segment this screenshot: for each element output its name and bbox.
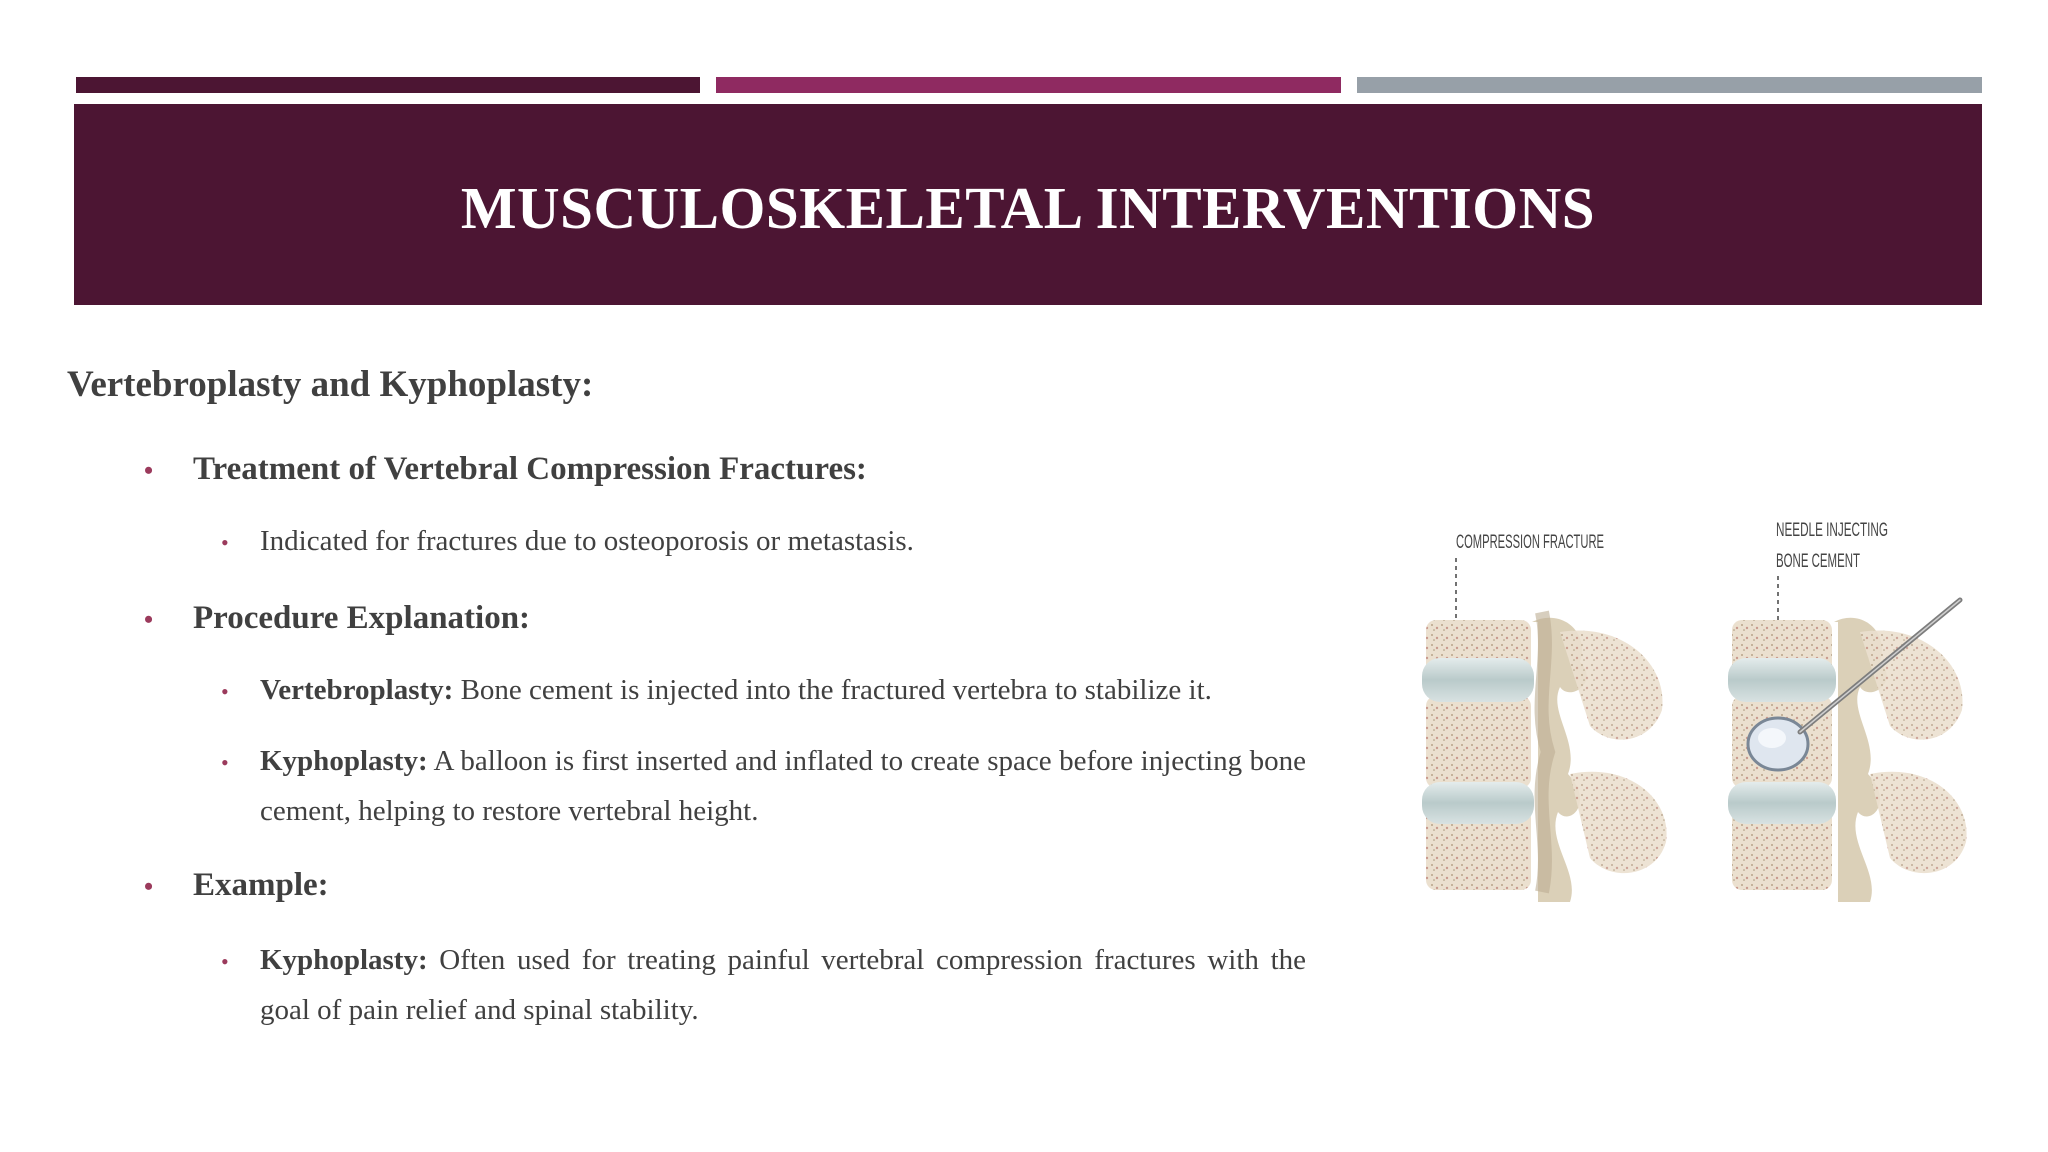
compression-fracture-diagram [1422, 532, 1667, 902]
bullet-procedure [144, 597, 1254, 640]
kyphoplasty-term: Kyphoplasty: [260, 745, 428, 777]
bullet-example-label: Example: [193, 867, 329, 903]
vertebroplasty-description: Bone cement is injected into the fractured vertebra to stabilize it. [453, 674, 1212, 706]
bullet-dot: • [221, 679, 229, 704]
title-band [74, 104, 1982, 305]
bullet-dot: • [221, 949, 229, 974]
sub-bullet-example-kyphoplasty [221, 935, 1306, 1035]
bone-cement-injection-diagram [1728, 520, 1967, 902]
bullet-example [144, 864, 1254, 907]
sub-bullet-indication-text: Indicated for fractures due to osteoporosis or metastasis. [260, 525, 914, 557]
example-kyphoplasty-term: Kyphoplasty: [260, 944, 428, 976]
example-kyphoplasty-description: Often used for treating painful vertebral compression fractures with the goal of pain relief and spinal stability. [260, 944, 1306, 1026]
bullet-dot: • [144, 872, 154, 901]
spine-illustration [1420, 512, 1980, 907]
accent-bar-gray [1357, 77, 1982, 93]
bullet-dot: • [144, 456, 154, 485]
section-heading: Vertebroplasty and Kyphoplasty: [67, 364, 594, 405]
label-needle-injecting: NEEDLE INJECTING [1776, 520, 1888, 541]
kyphoplasty-description: A balloon is first inserted and inflated to create space before injecting bone cement, helping to restore vertebral height. [260, 745, 1306, 827]
bullet-dot: • [221, 750, 229, 775]
label-bone-cement: BONE CEMENT [1776, 551, 1861, 572]
sub-bullet-kyphoplasty-text [260, 736, 1306, 836]
accent-bar-dark [76, 77, 700, 93]
bullet-dot: • [221, 530, 229, 555]
bullet-procedure-label: Procedure Explanation: [193, 600, 531, 636]
sub-bullet-kyphoplasty [221, 736, 1306, 836]
bullet-treatment-label: Treatment of Vertebral Compression Fractures: [193, 451, 867, 487]
bullet-dot: • [144, 605, 154, 634]
sub-bullet-example-text [260, 935, 1306, 1035]
bullet-treatment [144, 448, 1254, 491]
vertebroplasty-term: Vertebroplasty: [260, 674, 454, 706]
accent-bar-magenta [716, 77, 1341, 93]
sub-bullet-indication [221, 516, 1306, 568]
sub-bullet-vertebroplasty-text [260, 665, 1306, 715]
slide-title: MUSCULOSKELETAL INTERVENTIONS [460, 175, 1596, 241]
label-compression-fracture: COMPRESSION FRACTURE [1456, 532, 1604, 553]
sub-bullet-vertebroplasty [221, 665, 1306, 717]
